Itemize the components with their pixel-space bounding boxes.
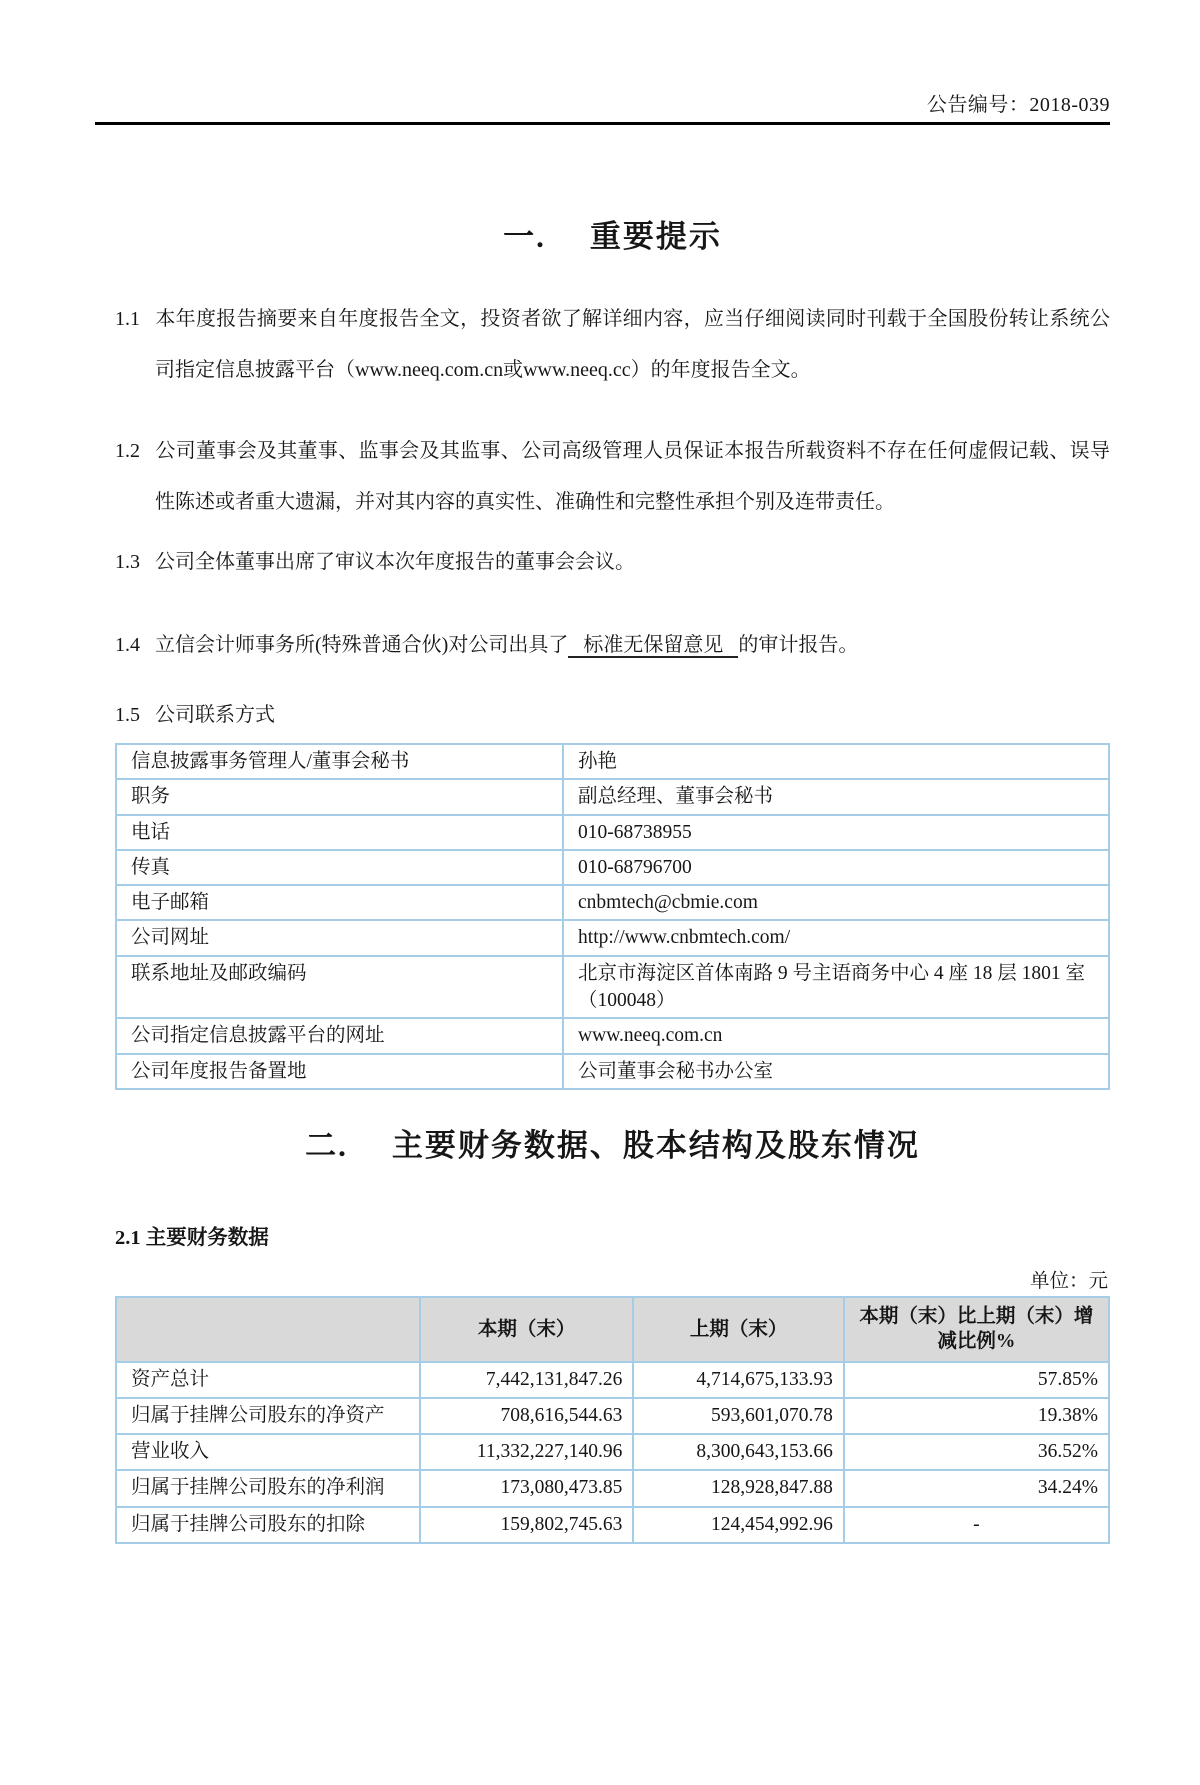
financial-prior-value: 593,601,070.78 [633,1398,844,1434]
financial-row [116,1470,1109,1506]
contact-value: 公司董事会秘书办公室 [563,1054,1109,1089]
item-1-2-number: 1.2 [115,440,140,462]
financial-metric: 归属于挂牌公司股东的净资产 [116,1398,420,1434]
financial-metric: 资产总计 [116,1362,420,1398]
item-1-5 [115,690,1110,741]
financial-prior-value: 8,300,643,153.66 [633,1434,844,1470]
financial-metric: 营业收入 [116,1434,420,1470]
contact-label: 公司年度报告备置地 [116,1054,563,1089]
contact-value: 北京市海淀区首体南路 9 号主语商务中心 4 座 18 层 1801 室（100048） [563,956,1109,1019]
financial-prior-value: 124,454,992.96 [633,1507,844,1543]
item-1-1-number: 1.1 [115,308,140,330]
contact-label: 电子邮箱 [116,885,563,920]
contact-label: 公司网址 [116,920,563,955]
financial-current-value: 7,442,131,847.26 [420,1362,633,1398]
contact-value: 孙艳 [563,744,1109,779]
section-1-title: 重要提示 [589,219,722,254]
contact-label: 公司指定信息披露平台的网址 [116,1018,563,1053]
item-1-2 [115,426,1110,528]
financial-header-change: 本期（末）比上期（末）增减比例% [844,1297,1109,1362]
contact-row [116,885,1109,920]
financial-prior-value: 128,928,847.88 [633,1470,844,1506]
subsection-2-1-title: 主要财务数据 [145,1226,269,1249]
financial-current-value: 173,080,473.85 [420,1470,633,1506]
financial-metric: 归属于挂牌公司股东的净利润 [116,1470,420,1506]
financial-current-value: 11,332,227,140.96 [420,1434,633,1470]
contact-row [116,1054,1109,1089]
subsection-2-1-number: 2.1 [115,1226,141,1249]
financial-change-value: 36.52% [844,1434,1109,1470]
contact-value: http://www.cnbmtech.com/ [563,920,1109,955]
item-1-5-text: 公司联系方式 [155,704,275,726]
financial-header-current: 本期（末） [420,1297,633,1362]
financial-row [116,1398,1109,1434]
contact-value: cnbmtech@cbmie.com [563,885,1109,920]
financial-row [116,1434,1109,1470]
contact-value: 010-68796700 [563,850,1109,885]
financial-metric: 归属于挂牌公司股东的扣除 [116,1507,420,1543]
item-1-4-suffix: 的审计报告。 [738,634,859,656]
financial-row [116,1507,1109,1543]
financial-header-metric [116,1297,420,1362]
item-1-4 [115,620,1110,671]
contact-row [116,744,1109,779]
financial-current-value: 159,802,745.63 [420,1507,633,1543]
contact-label: 联系地址及邮政编码 [116,956,563,1019]
contact-value: www.neeq.com.cn [563,1018,1109,1053]
financial-change-value: - [844,1507,1109,1543]
section-1-heading [115,211,1110,256]
section-1-number: 一. [503,219,546,254]
item-1-3-number: 1.3 [115,551,140,573]
unit-label: 单位：元 [1029,1270,1108,1292]
item-1-4-number: 1.4 [115,634,140,656]
contact-table [115,743,1110,1090]
contact-label: 职务 [116,779,563,814]
document-page [0,88,1200,1544]
financial-current-value: 708,616,544.63 [420,1398,633,1434]
contact-row [116,850,1109,885]
section-2-number: 二. [305,1127,348,1163]
announcement-number: 公告编号：2018-039 [926,94,1110,116]
contact-row [116,1018,1109,1053]
contact-value: 010-68738955 [563,815,1109,850]
contact-row [116,815,1109,850]
financial-table [115,1296,1110,1544]
item-1-1-text: 本年度报告摘要来自年度报告全文，投资者欲了解详细内容，应当仔细阅读同时刊载于全国股份转让系统公司指定信息披露平台（www.neeq.com.cn或www.neeq.cc）的年度报告全文。 [155,308,1110,381]
contact-row [116,779,1109,814]
contact-value: 副总经理、董事会秘书 [563,779,1109,814]
header-divider-line [95,122,1110,125]
financial-row [116,1362,1109,1398]
item-1-1 [115,294,1110,396]
financial-header-prior: 上期（末） [633,1297,844,1362]
financial-prior-value: 4,714,675,133.93 [633,1362,844,1398]
item-1-5-number: 1.5 [115,704,140,726]
item-1-2-text: 公司董事会及其董事、监事会及其监事、公司高级管理人员保证本报告所载资料不存在任何虚假记载、误导性陈述或者重大遗漏，并对其内容的真实性、准确性和完整性承担个别及连带责任。 [155,440,1110,513]
item-1-3-text: 公司全体董事出席了审议本次年度报告的董事会会议。 [155,551,635,573]
contact-label: 信息披露事务管理人/董事会秘书 [116,744,563,779]
item-1-3 [115,537,1110,588]
item-1-4-underlined-opinion: 标准无保留意见 [568,634,738,658]
contact-row [116,956,1109,1019]
section-2-heading [115,1120,1110,1165]
financial-change-value: 34.24% [844,1470,1109,1506]
section-2-title: 主要财务数据、股本结构及股东情况 [391,1127,920,1163]
contact-label: 电话 [116,815,563,850]
financial-change-value: 57.85% [844,1362,1109,1398]
subsection-2-1-heading [115,1220,1110,1250]
financial-header-row [116,1297,1109,1362]
financial-change-value: 19.38% [844,1398,1109,1434]
contact-row [116,920,1109,955]
item-1-4-prefix: 立信会计师事务所(特殊普通合伙)对公司出具了 [155,634,569,656]
contact-label: 传真 [116,850,563,885]
